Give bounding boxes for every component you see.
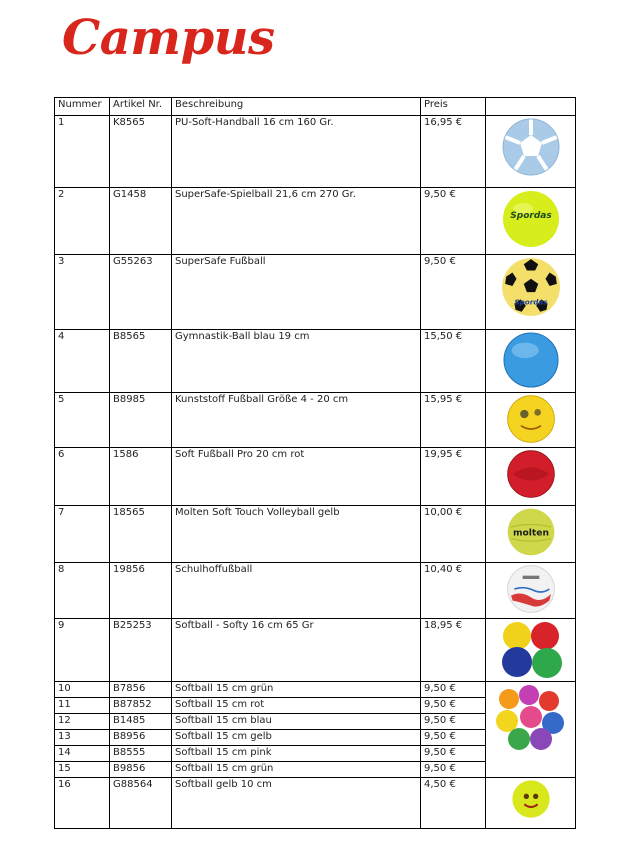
table-row xyxy=(55,682,576,698)
cell-beschreibung: Softball 15 cm gelb xyxy=(172,730,421,746)
table-row xyxy=(55,393,576,448)
yellow-football-icon xyxy=(506,394,556,444)
cell-artikel: 18565 xyxy=(110,506,172,563)
ball-brand-label: molten xyxy=(512,527,549,539)
cell-beschreibung: PU-Soft-Handball 16 cm 160 Gr. xyxy=(172,116,421,188)
schoolyard-ball-icon xyxy=(506,564,556,614)
cell-beschreibung: Kunststoff Fußball Größe 4 - 20 cm xyxy=(172,393,421,448)
cell-nummer: 6 xyxy=(55,448,110,506)
cell-nummer: 8 xyxy=(55,563,110,619)
cell-preis: 18,95 € xyxy=(421,619,486,682)
cell-artikel: 19856 xyxy=(110,563,172,619)
cell-nummer: 1 xyxy=(55,116,110,188)
cell-image xyxy=(486,188,576,255)
cell-image xyxy=(486,682,576,778)
cell-image xyxy=(486,506,576,563)
cell-preis: 9,50 € xyxy=(421,730,486,746)
cell-preis: 10,40 € xyxy=(421,563,486,619)
cell-artikel: B8985 xyxy=(110,393,172,448)
cell-preis: 15,95 € xyxy=(421,393,486,448)
table-row xyxy=(55,563,576,619)
ball-brand-label: Spordas xyxy=(513,297,548,307)
cell-artikel: B8565 xyxy=(110,330,172,393)
football-icon xyxy=(500,256,562,318)
cell-preis: 16,95 € xyxy=(421,116,486,188)
cell-nummer: 13 xyxy=(55,730,110,746)
cell-preis: 9,50 € xyxy=(421,714,486,730)
blue-gym-ball-icon xyxy=(502,331,560,389)
product-table xyxy=(54,97,576,829)
cell-nummer: 14 xyxy=(55,746,110,762)
cell-preis: 9,50 € xyxy=(421,188,486,255)
cell-preis: 4,50 € xyxy=(421,778,486,829)
cell-beschreibung: Gymnastik-Ball blau 19 cm xyxy=(172,330,421,393)
cell-beschreibung: SuperSafe Fußball xyxy=(172,255,421,330)
cell-artikel: B87852 xyxy=(110,698,172,714)
cell-image xyxy=(486,448,576,506)
cell-beschreibung: Softball - Softy 16 cm 65 Gr xyxy=(172,619,421,682)
cell-nummer: 3 xyxy=(55,255,110,330)
cell-beschreibung: Softball gelb 10 cm xyxy=(172,778,421,829)
softy-balls-icon xyxy=(493,620,569,680)
cell-nummer: 9 xyxy=(55,619,110,682)
cell-nummer: 4 xyxy=(55,330,110,393)
cell-artikel: G88564 xyxy=(110,778,172,829)
cell-preis: 19,95 € xyxy=(421,448,486,506)
column-header-beschreibung: Beschreibung xyxy=(172,98,421,116)
cell-artikel: B1485 xyxy=(110,714,172,730)
cell-beschreibung: Softball 15 cm rot xyxy=(172,698,421,714)
table-row xyxy=(55,255,576,330)
column-header-nummer: Nummer xyxy=(55,98,110,116)
table-header-row xyxy=(55,98,576,116)
column-header-preis: Preis xyxy=(421,98,486,116)
cell-artikel: G1458 xyxy=(110,188,172,255)
cell-image xyxy=(486,619,576,682)
column-header-image xyxy=(486,98,576,116)
cell-artikel: B8956 xyxy=(110,730,172,746)
cell-image xyxy=(486,330,576,393)
cell-preis: 9,50 € xyxy=(421,746,486,762)
brand-logo: Campus xyxy=(62,10,275,66)
cell-nummer: 15 xyxy=(55,762,110,778)
table-row xyxy=(55,116,576,188)
cell-artikel: B8555 xyxy=(110,746,172,762)
yellow-ball-icon xyxy=(501,189,561,249)
cell-artikel: G55263 xyxy=(110,255,172,330)
cell-nummer: 11 xyxy=(55,698,110,714)
cell-nummer: 2 xyxy=(55,188,110,255)
cell-beschreibung: Softball 15 cm blau xyxy=(172,714,421,730)
cell-artikel: B9856 xyxy=(110,762,172,778)
cell-nummer: 16 xyxy=(55,778,110,829)
cell-beschreibung: Softball 15 cm pink xyxy=(172,746,421,762)
cell-nummer: 10 xyxy=(55,682,110,698)
softball-group-icon xyxy=(493,683,569,753)
table-row xyxy=(55,330,576,393)
volleyball-icon xyxy=(506,507,556,557)
cell-preis: 9,50 € xyxy=(421,255,486,330)
ball-brand-label: Spordas xyxy=(509,211,552,221)
cell-beschreibung: Soft Fußball Pro 20 cm rot xyxy=(172,448,421,506)
red-football-icon xyxy=(506,449,556,499)
cell-artikel: 1586 xyxy=(110,448,172,506)
cell-nummer: 12 xyxy=(55,714,110,730)
cell-preis: 15,50 € xyxy=(421,330,486,393)
cell-preis: 9,50 € xyxy=(421,698,486,714)
table-row xyxy=(55,188,576,255)
table-row xyxy=(55,778,576,829)
cell-nummer: 7 xyxy=(55,506,110,563)
cell-artikel: B25253 xyxy=(110,619,172,682)
cell-artikel: K8565 xyxy=(110,116,172,188)
cell-image xyxy=(486,778,576,829)
small-yellow-ball-icon xyxy=(511,779,551,819)
cell-beschreibung: Molten Soft Touch Volleyball gelb xyxy=(172,506,421,563)
cell-preis: 9,50 € xyxy=(421,682,486,698)
cell-beschreibung: Schulhoffußball xyxy=(172,563,421,619)
cell-beschreibung: Softball 15 cm grün xyxy=(172,682,421,698)
column-header-artikel: Artikel Nr. xyxy=(110,98,172,116)
table-row xyxy=(55,619,576,682)
cell-preis: 9,50 € xyxy=(421,762,486,778)
cell-image xyxy=(486,393,576,448)
cell-beschreibung: SuperSafe-Spielball 21,6 cm 270 Gr. xyxy=(172,188,421,255)
handball-icon xyxy=(501,117,561,177)
table-row xyxy=(55,448,576,506)
cell-artikel: B7856 xyxy=(110,682,172,698)
cell-nummer: 5 xyxy=(55,393,110,448)
table-row xyxy=(55,506,576,563)
cell-image xyxy=(486,255,576,330)
cell-preis: 10,00 € xyxy=(421,506,486,563)
cell-image xyxy=(486,116,576,188)
cell-beschreibung: Softball 15 cm grün xyxy=(172,762,421,778)
cell-image xyxy=(486,563,576,619)
